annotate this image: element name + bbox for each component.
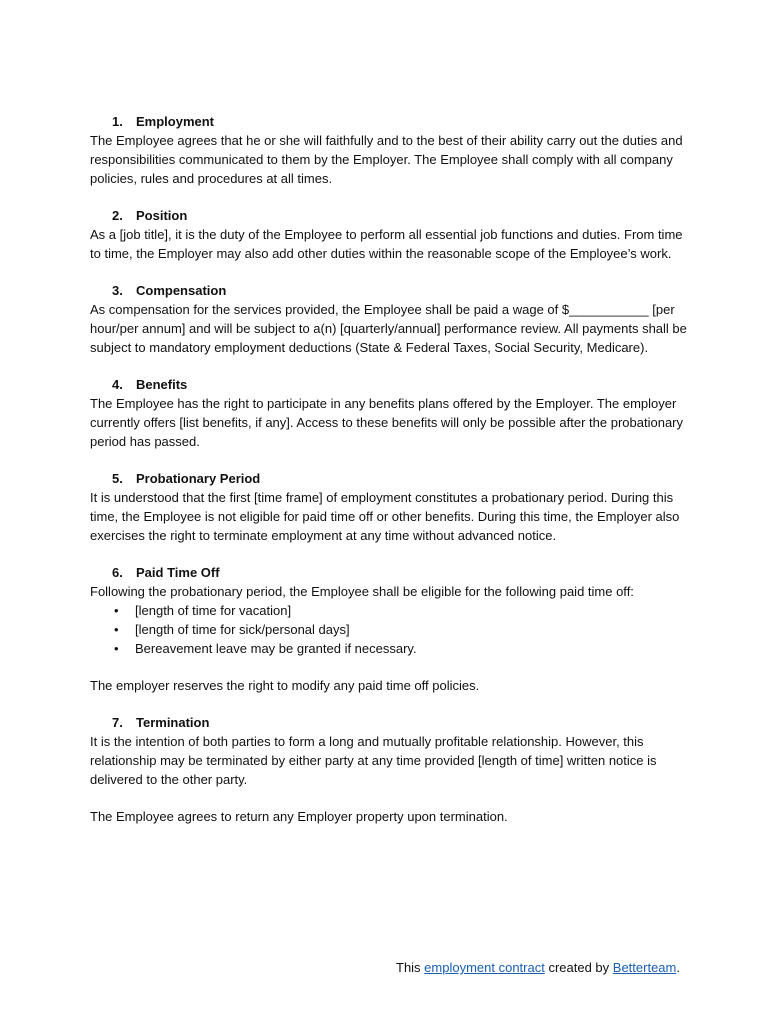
section-employment bbox=[90, 112, 690, 188]
section-text: It is the intention of both parties to form a long and mutually profitable relationship. However, this relationship may be terminated by either party at any time provided [length of time] written notice is delivered to the other party. bbox=[90, 734, 657, 787]
section-text: It is understood that the first [time frame] of employment constitutes a probationary period. During this time, the Employee is not eligible for paid time off or other benefits. During this time, the Employer also exercises the right to terminate employment at any time without advanced notice. bbox=[90, 490, 680, 543]
employment-contract-link[interactable]: employment contract bbox=[424, 960, 545, 975]
pto-bullet-list bbox=[90, 601, 690, 658]
section-heading: 6. Paid Time Off bbox=[112, 565, 220, 580]
section-text: As compensation for the services provided, the Employee shall be paid a wage of $___________ [per hour/per annum] and will be subject to a(n) [quarterly/annual] performance review. All payments shall be subject to mandatory employment deductions (State & Federal Taxes, Social Security, Medicare). bbox=[90, 302, 687, 355]
bullet-icon: • bbox=[114, 603, 119, 618]
list-item: • [length of time for vacation] bbox=[114, 603, 292, 618]
list-item: • [length of time for sick/personal days] bbox=[114, 622, 350, 637]
attribution-footer: This employment contract created by Betterteam. bbox=[396, 960, 680, 975]
section-position bbox=[90, 206, 690, 263]
section-probationary-period bbox=[90, 469, 690, 545]
bullet-icon: • bbox=[114, 641, 119, 656]
section-termination bbox=[90, 713, 690, 826]
section-benefits bbox=[90, 375, 690, 451]
section-heading: 1. Employment bbox=[112, 114, 215, 129]
section-compensation bbox=[90, 281, 690, 357]
section-heading: 3. Compensation bbox=[112, 283, 227, 298]
section-text: The Employee has the right to participate in any benefits plans offered by the Employer. The employer currently offers [list benefits, if any]. Access to these benefits will only be possible after the probationary period has passed. bbox=[90, 396, 684, 449]
bullet-icon: • bbox=[114, 622, 119, 637]
contract-body bbox=[90, 112, 690, 844]
section-heading: 7. Termination bbox=[112, 715, 210, 730]
section-heading: 5. Probationary Period bbox=[112, 471, 261, 486]
section-text: The employer reserves the right to modify any paid time off policies. bbox=[90, 678, 480, 693]
section-paid-time-off bbox=[90, 563, 690, 695]
betterteam-link[interactable]: Betterteam bbox=[612, 960, 677, 975]
section-heading: 2. Position bbox=[112, 208, 188, 223]
section-heading: 4. Benefits bbox=[112, 377, 188, 392]
section-text: Following the probationary period, the Employee shall be eligible for the following paid time off: bbox=[90, 584, 634, 599]
section-text: The Employee agrees to return any Employer property upon termination. bbox=[90, 809, 508, 824]
section-text: The Employee agrees that he or she will faithfully and to the best of their ability carry out the duties and responsibilities communicated to them by the Employer. The Employee shall comply with all company policies, rules and procedures at all times. bbox=[90, 133, 683, 186]
section-text: As a [job title], it is the duty of the Employee to perform all essential job functions and duties. From time to time, the Employer may also add other duties within the reasonable scope of the Employee’s work. bbox=[90, 227, 683, 261]
list-item: • Bereavement leave may be granted if necessary. bbox=[114, 641, 417, 656]
